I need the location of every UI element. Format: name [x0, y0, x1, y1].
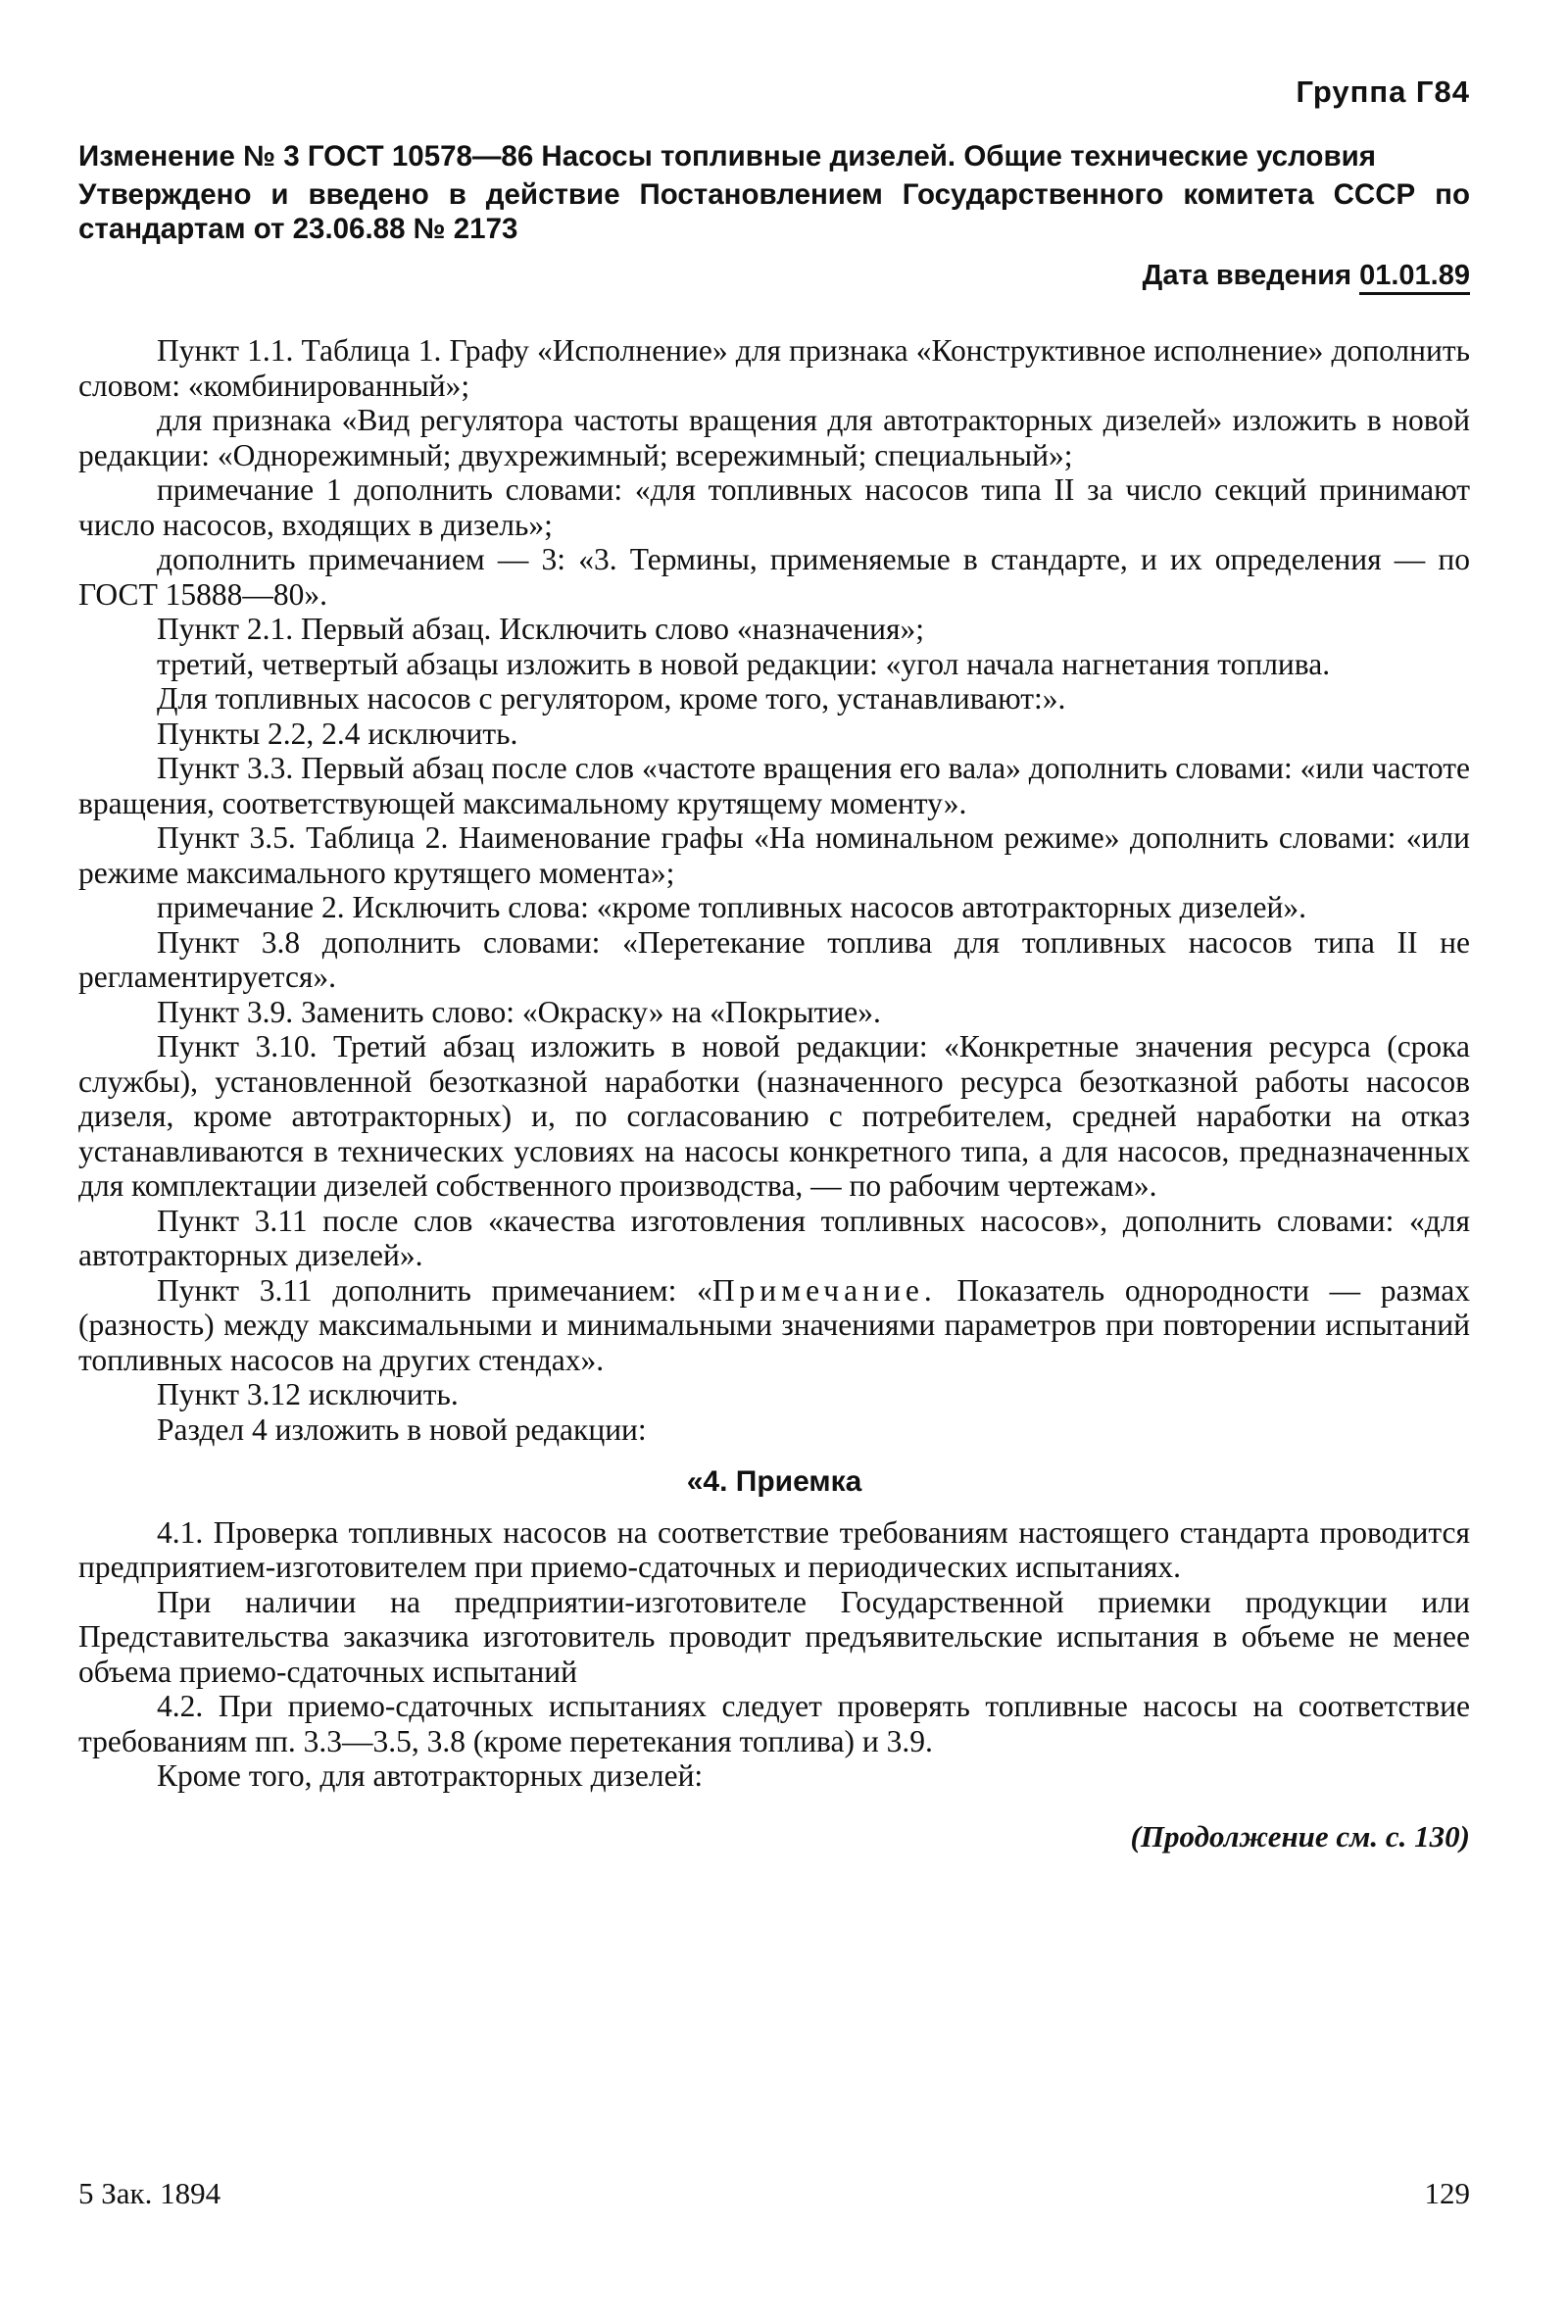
order-number: 5 Зак. 1894 [78, 2176, 221, 2210]
introduction-date-value: 01.01.89 [1359, 260, 1470, 295]
paragraph: дополнить примечанием — 3: «3. Термины, применяемые в стандарте, и их определения — по ГОСТ 15888—80». [78, 542, 1470, 612]
note-spaced-word: Примечание. [711, 1272, 937, 1308]
paragraph: Для топливных насосов с регулятором, кроме того, устанавливают:». [157, 681, 1066, 716]
paragraph: примечание 1 дополнить словами: «для топливных насосов типа II за число секций принимают число насосов, входящих в дизель»; [78, 472, 1470, 542]
section-paragraph: 4.2. При приемо-сдаточных испытаниях следует проверять топливные насосы на соответствие требованиям пп. 3.3—3.5, 3.8 (кроме перетекания топлива) и 3.9. [78, 1689, 1470, 1758]
paragraph: примечание 2. Исключить слова: «кроме топливных насосов автотракторных дизелей». [157, 890, 1306, 924]
paragraph: Раздел 4 изложить в новой редакции: [157, 1411, 647, 1447]
paragraph: Пункт 2.1. Первый абзац. Исключить слово «назначения»; [157, 612, 924, 646]
section-title: «4. Приемка [686, 1465, 862, 1498]
note-paragraph [78, 1273, 1470, 1378]
page-number: 129 [1424, 2176, 1470, 2210]
paragraph: Пункт 3.8 дополнить словами: «Перетекание топлива для топливных насосов типа II не регламентируется». [78, 924, 1470, 994]
section-paragraph: Кроме того, для автотракторных дизелей: [157, 1758, 704, 1793]
introduction-date [78, 260, 1470, 292]
paragraph: Пункт 1.1. Таблица 1. Графу «Исполнение» для признака «Конструктивное исполнение» дополнить словом: «комбинированный»; [78, 333, 1470, 403]
approval-statement: Утверждено и введено в действие Постановлением Государственного комитета СССР по стандартам от 23.06.88 № 2173 [78, 178, 1470, 245]
note-text: Показатель однородности — размах (разность) между максимальными и минимальными значениями параметров при повторении испытаний топливных насосов на других стендах». [78, 1272, 1470, 1377]
section-paragraph: 4.1. Проверка топливных насосов на соответствие требованиям настоящего стандарта проводится предприятием-изготовителем при приемо-сдаточных и периодических испытаниях. [78, 1514, 1470, 1584]
amendment-title: Изменение № 3 ГОСТ 10578—86 Насосы топливные дизелей. Общие технические условия [78, 140, 1376, 173]
document-page [78, 69, 1470, 1854]
paragraph: Пункт 3.12 исключить. [157, 1377, 459, 1411]
paragraph: Пункт 3.10. Третий абзац изложить в новой редакции: «Конкретные значения ресурса (срока службы), установленной безотказной наработки (назначенного ресурса безотказной работы насосов дизеля, кроме автотракторных) и, по согласованию с потребителем, средней наработки на отказ устанавливаются в технических условиях на насосы конкретного типа, а для насосов, предназначенных для комплектации дизелей собственного производства, — по рабочим чертежам». [78, 1029, 1470, 1203]
paragraph: Пункт 3.3. Первый абзац после слов «частоте вращения его вала» дополнить словами: «или частоте вращения, соответствующей максимальному крутящему моменту». [78, 751, 1470, 820]
paragraph: для признака «Вид регулятора частоты вращения для автотракторных дизелей» изложить в новой редакции: «Однорежимный; двухрежимный; всережимный; специальный»; [78, 403, 1470, 472]
group-code: Группа Г84 [1296, 74, 1470, 109]
paragraph: Пункт 3.11 после слов «качества изготовления топливных насосов», дополнить словами: «для автотракторных дизелей». [78, 1203, 1470, 1272]
introduction-date-label: Дата введения [1142, 260, 1352, 291]
paragraph: Пункт 3.9. Заменить слово: «Окраску» на «Покрытие». [157, 994, 881, 1029]
section-paragraph: При наличии на предприятии-изготовителе Государственной приемки продукции или Представительства заказчика изготовитель проводит предъявительские испытания в объеме не менее объема приемо-сдаточных испытаний [78, 1584, 1470, 1689]
paragraph: Пункты 2.2, 2.4 исключить. [157, 716, 518, 751]
page-footer [78, 2176, 1470, 2211]
paragraph: третий, четвертый абзацы изложить в новой редакции: «угол начала нагнетания топлива. [157, 646, 1331, 681]
document-body [78, 333, 1470, 1794]
paragraph: Пункт 3.5. Таблица 2. Наименование графы «На номинальном режиме» дополнить словами: «или режиме максимального крутящего момента»; [78, 820, 1470, 890]
note-lead: Пункт 3.11 дополнить примечанием: « [157, 1272, 712, 1308]
continued-note: (Продолжение см. с. 130) [1130, 1818, 1470, 1854]
